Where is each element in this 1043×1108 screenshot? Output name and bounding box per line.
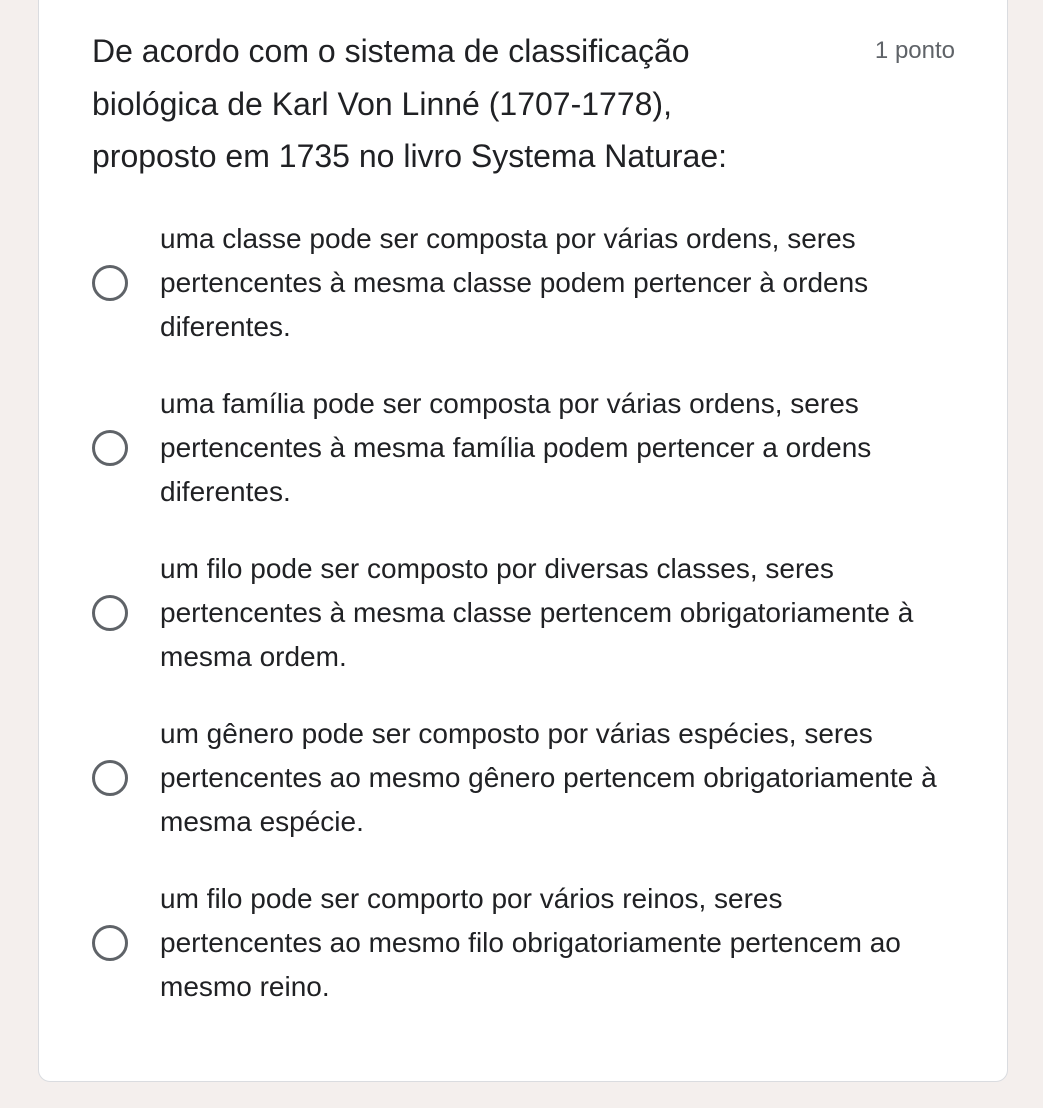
answer-option-label: uma família pode ser composta por várias ordens, seres pertencentes à mesma família podem pertencer a ordens diferentes. — [160, 388, 872, 507]
radio-button-icon[interactable] — [92, 760, 128, 796]
answer-option-label: um filo pode ser comporto por vários reinos, seres pertencentes ao mesmo filo obrigatoriamente pertencem ao mesmo reino. — [160, 883, 901, 1002]
question-title: De acordo com o sistema de classificação biológica de Karl Von Linné (1707-1778), proposto em 1735 no livro Systema Naturae: — [92, 33, 727, 174]
answer-options — [92, 217, 972, 1042]
points-label: 1 ponto — [874, 37, 955, 64]
answer-option-5[interactable] — [92, 877, 972, 1009]
radio-button-icon[interactable] — [92, 925, 128, 961]
radio-button-icon[interactable] — [92, 265, 128, 301]
question-card — [38, 0, 1008, 1082]
answer-option-label: um gênero pode ser composto por várias espécies, seres pertencentes ao mesmo gênero pertencem obrigatoriamente à mesma espécie. — [160, 718, 937, 837]
answer-option-label: um filo pode ser composto por diversas classes, seres pertencentes à mesma classe pertencem obrigatoriamente à mesma ordem. — [160, 553, 914, 672]
answer-option-label: uma classe pode ser composta por várias ordens, seres pertencentes à mesma classe podem pertencer à ordens diferentes. — [160, 223, 869, 342]
answer-option-2[interactable] — [92, 382, 972, 514]
radio-button-icon[interactable] — [92, 430, 128, 466]
radio-button-icon[interactable] — [92, 595, 128, 631]
answer-option-3[interactable] — [92, 547, 972, 679]
answer-option-4[interactable] — [92, 712, 972, 844]
answer-option-1[interactable] — [92, 217, 972, 349]
